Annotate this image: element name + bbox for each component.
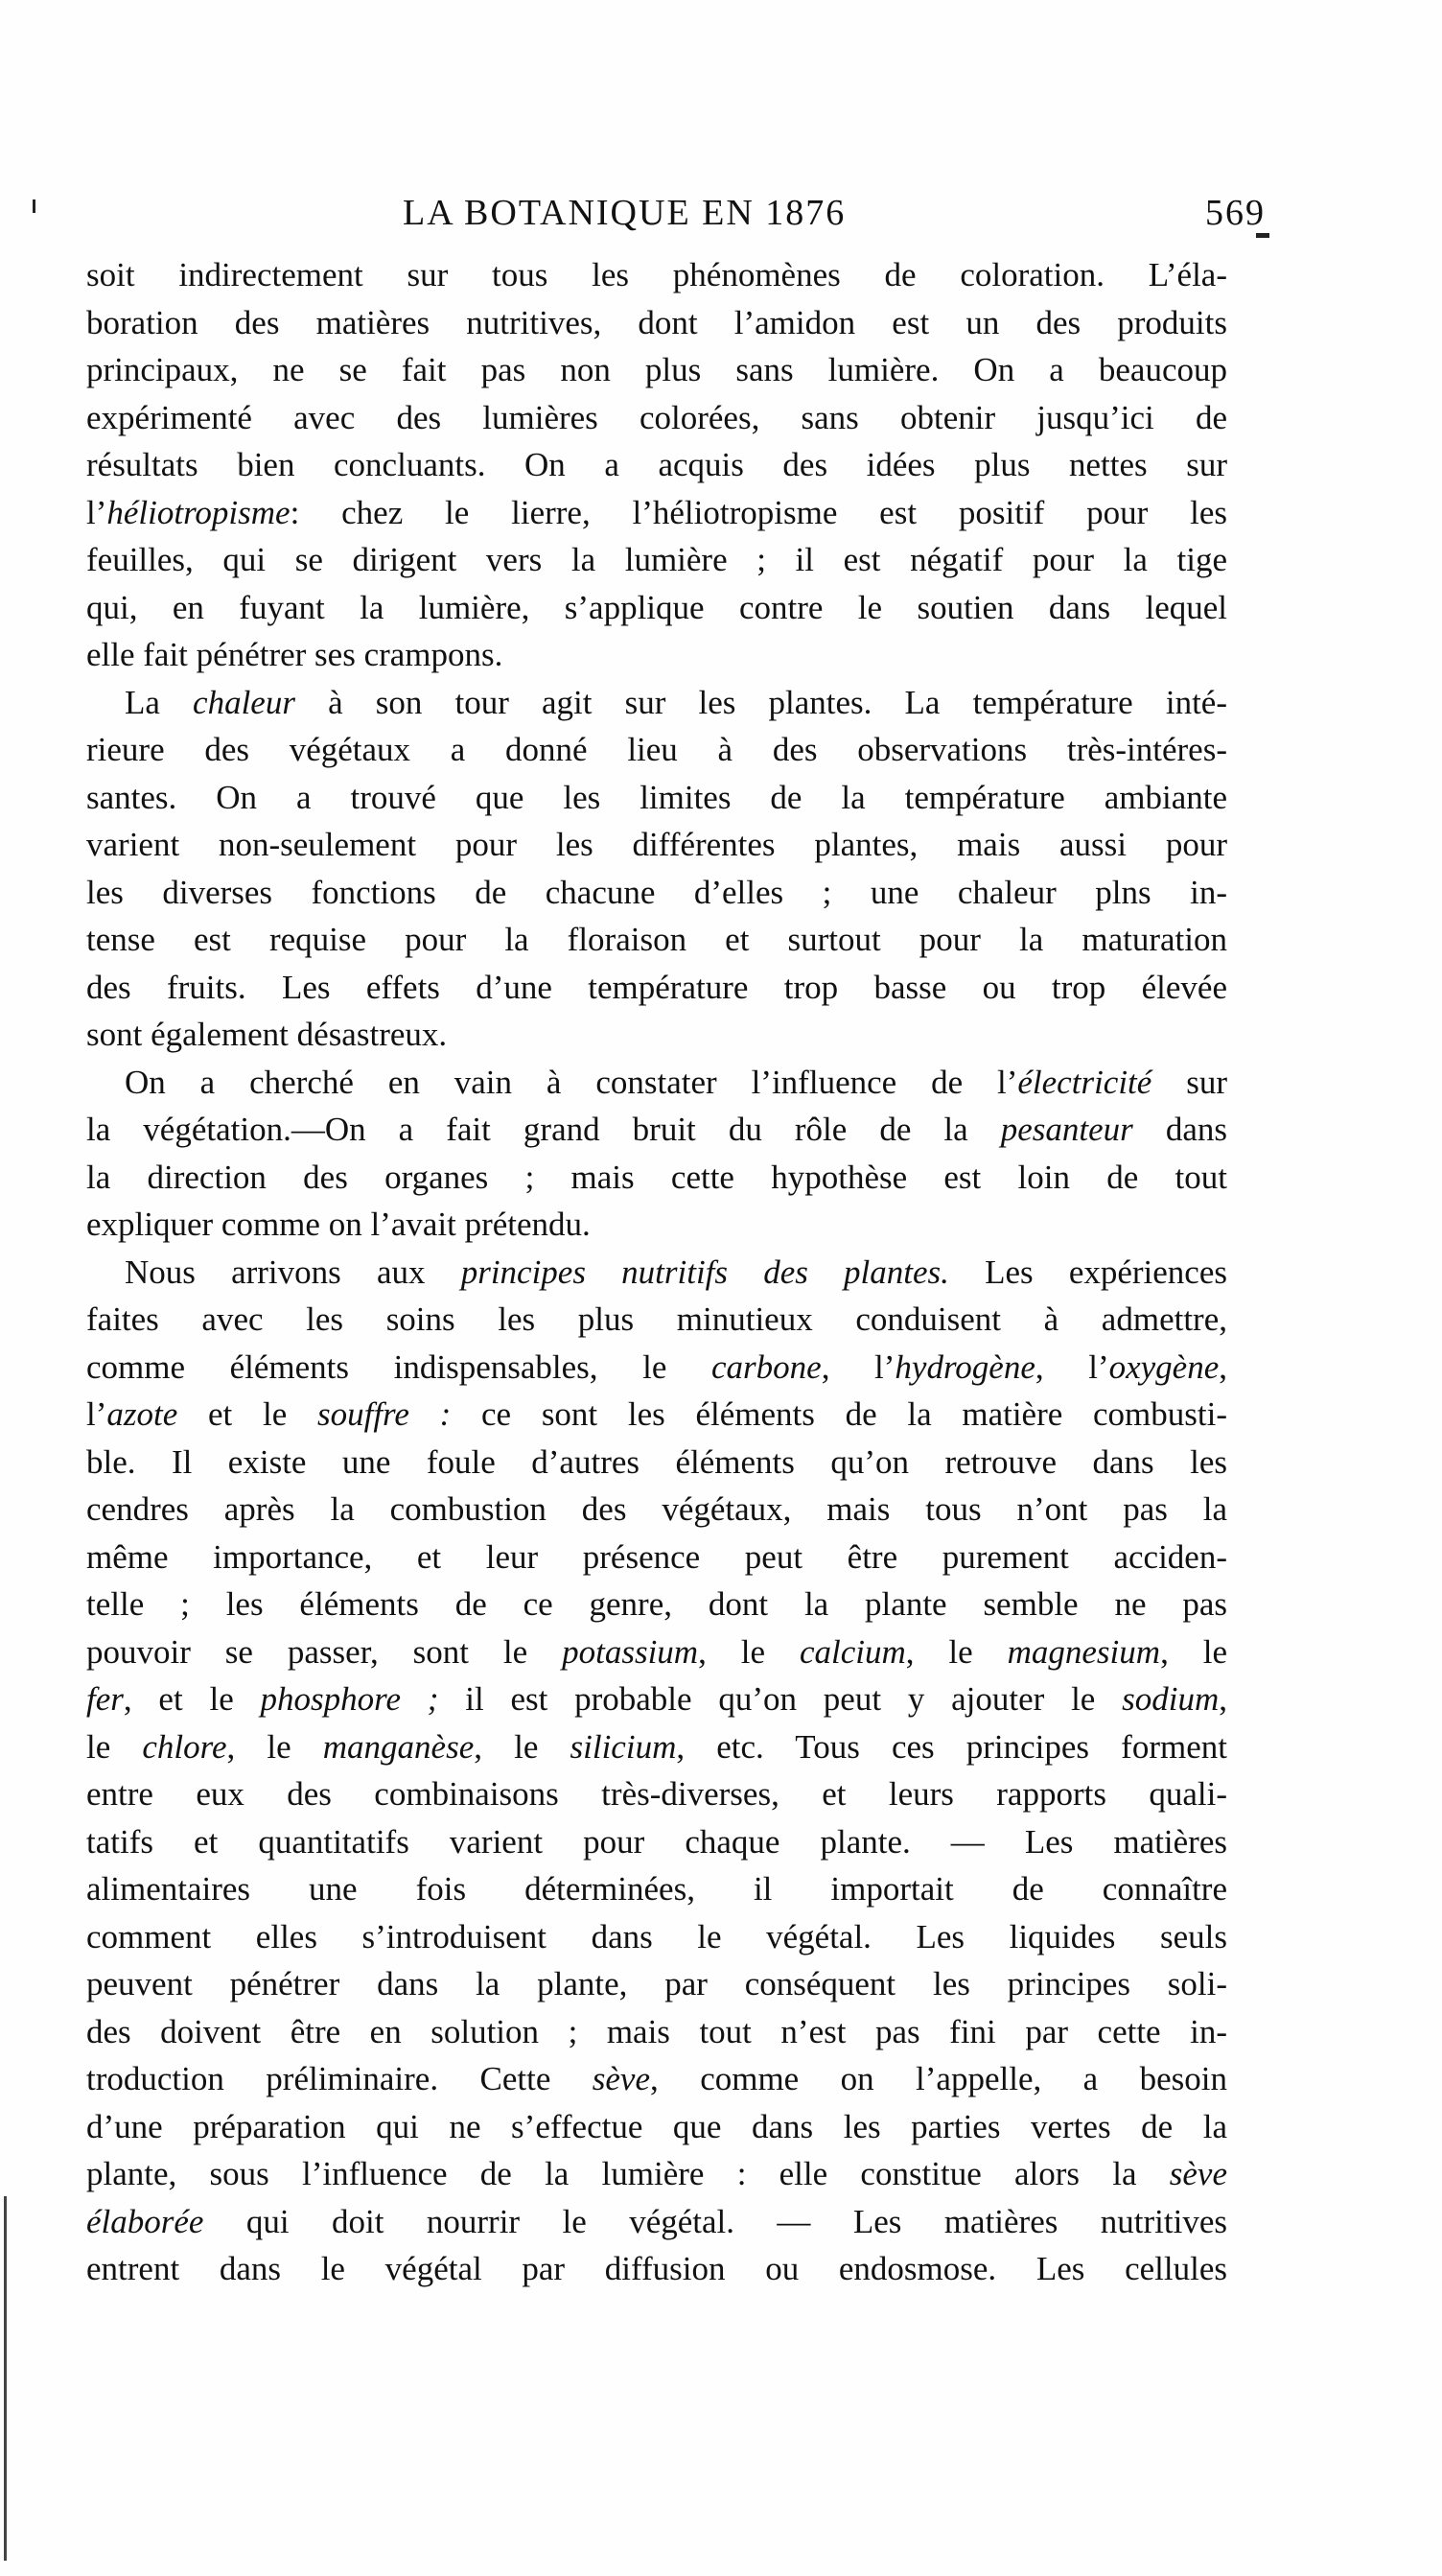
text-segment: , comme on l’appelle, a besoin bbox=[650, 2060, 1227, 2097]
text-segment: , le bbox=[1160, 1632, 1227, 1671]
text-segment: , l’ bbox=[1035, 1347, 1109, 1386]
text-segment: dans bbox=[1132, 1111, 1227, 1148]
body-text bbox=[86, 251, 1227, 2293]
text-line bbox=[86, 1486, 1227, 1534]
text-segment: varient non-seulement pour les différentes plantes, mais aussi pour bbox=[86, 826, 1227, 863]
text-segment: soit indirectement sur tous les phénomènes de coloration. L’éla- bbox=[86, 256, 1227, 293]
text-segment: le bbox=[86, 1727, 143, 1766]
italic-term: principes nutritifs des plantes. bbox=[460, 1253, 949, 1291]
text-segment: La bbox=[125, 683, 194, 721]
text-line bbox=[86, 346, 1227, 394]
text-line bbox=[86, 2150, 1227, 2198]
text-line bbox=[86, 251, 1227, 299]
text-segment: santes. On a trouvé que les limites de la température ambiante bbox=[86, 778, 1227, 816]
text-line bbox=[86, 1439, 1227, 1487]
italic-term: pesanteur bbox=[1000, 1111, 1133, 1148]
text-line bbox=[86, 1581, 1227, 1628]
italic-term: héliotropisme bbox=[106, 493, 291, 531]
text-line bbox=[86, 299, 1227, 347]
text-line bbox=[86, 631, 1227, 679]
text-segment: comment elles s’introduisent dans le végétal. Les liquides seuls bbox=[86, 1917, 1227, 1955]
text-line bbox=[86, 441, 1227, 489]
text-segment: les diverses fonctions de chacune d’elles ; une chaleur plns in- bbox=[86, 873, 1227, 911]
italic-term: sève bbox=[1169, 2155, 1227, 2192]
text-segment: l’ bbox=[86, 1395, 107, 1433]
text-segment: telle ; les éléments de ce genre, dont la plante semble ne pas bbox=[86, 1585, 1227, 1623]
text-line bbox=[86, 2245, 1227, 2293]
text-segment: faites avec les soins les plus minutieux conduisent à admettre, bbox=[86, 1300, 1227, 1338]
text-segment: même importance, et leur présence peut être purement acciden- bbox=[86, 1537, 1227, 1576]
text-line bbox=[86, 1296, 1227, 1344]
text-segment: troduction préliminaire. Cette bbox=[86, 2060, 593, 2097]
text-segment: tense est requise pour la floraison et surtout pour la maturation bbox=[86, 921, 1227, 958]
text-line bbox=[86, 1534, 1227, 1581]
text-line bbox=[86, 489, 1227, 537]
text-line bbox=[86, 1106, 1227, 1154]
italic-term: phosphore ; bbox=[260, 1680, 439, 1718]
text-line bbox=[86, 394, 1227, 442]
text-line bbox=[86, 584, 1227, 632]
text-line bbox=[86, 1865, 1227, 1913]
text-segment: qui doit nourrir le végétal. — Les matières nutritives bbox=[203, 2202, 1227, 2240]
text-segment: entrent dans le végétal par diffusion ou endosmose. Les cellules bbox=[86, 2250, 1227, 2287]
text-line bbox=[86, 916, 1227, 964]
text-segment: Nous arrivons aux bbox=[125, 1253, 461, 1291]
text-segment: , et le bbox=[123, 1680, 261, 1718]
running-title: LA BOTANIQUE EN 1876 bbox=[403, 193, 847, 233]
text-segment: rieure des végétaux a donné lieu à des observations très-intéres- bbox=[86, 731, 1227, 768]
text-segment: , le bbox=[226, 1727, 323, 1766]
text-segment: résultats bien concluants. On a acquis des idées plus nettes sur bbox=[86, 446, 1227, 483]
text-segment: pouvoir se passer, sont le bbox=[86, 1632, 563, 1671]
text-segment: principaux, ne se fait pas non plus sans lumière. On a beaucoup bbox=[86, 351, 1227, 388]
text-segment: , bbox=[1219, 1347, 1227, 1386]
margin-scan-dash bbox=[1256, 233, 1269, 238]
text-segment: , le bbox=[474, 1727, 570, 1766]
text-line bbox=[86, 2103, 1227, 2151]
text-segment: On a cherché en vain à constater l’influence de l’ bbox=[125, 1063, 1018, 1101]
italic-term: fer bbox=[86, 1680, 124, 1718]
text-line bbox=[86, 536, 1227, 584]
italic-term: chaleur bbox=[193, 683, 295, 721]
text-segment: , l’ bbox=[821, 1347, 895, 1386]
text-line bbox=[86, 1818, 1227, 1866]
text-line bbox=[86, 1011, 1227, 1059]
italic-term: silicium bbox=[570, 1727, 677, 1766]
text-line bbox=[86, 1059, 1227, 1107]
italic-term: électricité bbox=[1017, 1063, 1152, 1101]
italic-term: chlore bbox=[142, 1727, 227, 1766]
text-line bbox=[86, 679, 1227, 727]
text-segment: sur bbox=[1151, 1063, 1227, 1101]
italic-term: sodium bbox=[1122, 1680, 1220, 1718]
text-segment: tatifs et quantitatifs varient pour chaque plante. — Les matières bbox=[86, 1822, 1227, 1861]
italic-term: souffre : bbox=[316, 1395, 452, 1433]
text-segment: : chez le lierre, l’héliotropisme est positif pour les bbox=[290, 493, 1227, 531]
text-line bbox=[86, 1391, 1227, 1439]
text-segment: boration des matières nutritives, dont l’amidon est un des produits bbox=[86, 303, 1227, 341]
text-line bbox=[86, 1960, 1227, 2008]
text-segment: , bbox=[1219, 1680, 1227, 1718]
text-line bbox=[86, 1675, 1227, 1723]
text-line bbox=[86, 1201, 1227, 1249]
italic-term: carbone bbox=[710, 1347, 822, 1386]
text-segment: ble. Il existe une foule d’autres éléments qu’on retrouve dans les bbox=[86, 1442, 1227, 1481]
text-line bbox=[86, 1154, 1227, 1202]
italic-term: potassium bbox=[562, 1632, 699, 1671]
text-line bbox=[86, 1249, 1227, 1297]
text-segment: plante, sous l’influence de la lumière : elle constitue alors la bbox=[86, 2155, 1170, 2192]
text-line bbox=[86, 1913, 1227, 1961]
text-segment: , le bbox=[698, 1632, 800, 1671]
text-segment: il est probable qu’on peut y ajouter le bbox=[438, 1680, 1123, 1718]
text-line bbox=[86, 1628, 1227, 1676]
text-segment: feuilles, qui se dirigent vers la lumière ; il est négatif pour la tige bbox=[86, 541, 1227, 578]
text-line bbox=[86, 774, 1227, 822]
text-segment: entre eux des combinaisons très-diverses, et leurs rapports quali- bbox=[86, 1775, 1227, 1813]
italic-term: élaborée bbox=[86, 2202, 204, 2240]
italic-term: hydrogène bbox=[895, 1347, 1035, 1386]
text-segment: d’une préparation qui ne s’effectue que dans les parties vertes de la bbox=[86, 2107, 1227, 2145]
text-segment: qui, en fuyant la lumière, s’applique contre le soutien dans lequel bbox=[86, 588, 1227, 626]
text-segment: comme éléments indispensables, le bbox=[86, 1347, 711, 1386]
text-segment: cendres après la combustion des végétaux, mais tous n’ont pas la bbox=[86, 1490, 1227, 1528]
text-line bbox=[86, 726, 1227, 774]
text-segment: , le bbox=[905, 1632, 1008, 1671]
page-number: 569 bbox=[1205, 193, 1266, 233]
text-line bbox=[86, 2055, 1227, 2103]
text-line bbox=[86, 821, 1227, 869]
text-segment: la direction des organes ; mais cette hypothèse est loin de tout bbox=[86, 1158, 1227, 1196]
text-line bbox=[86, 1723, 1227, 1771]
text-segment: sont également désastreux. bbox=[86, 1016, 448, 1053]
text-segment: l’ bbox=[86, 493, 107, 531]
italic-term: oxygène bbox=[1108, 1347, 1220, 1386]
text-segment: Les expériences bbox=[948, 1253, 1227, 1291]
text-segment: peuvent pénétrer dans la plante, par conséquent les principes soli- bbox=[86, 1965, 1227, 2002]
italic-term: magnesium bbox=[1007, 1632, 1161, 1671]
italic-term: sève bbox=[592, 2060, 651, 2097]
text-line bbox=[86, 1770, 1227, 1818]
text-line bbox=[86, 2198, 1227, 2246]
text-segment: ce sont les éléments de la matière combusti- bbox=[451, 1395, 1227, 1433]
running-head bbox=[403, 192, 1266, 249]
text-segment: expliquer comme on l’avait prétendu. bbox=[86, 1206, 591, 1243]
text-line bbox=[86, 1344, 1227, 1392]
text-segment: elle fait pénétrer ses crampons. bbox=[86, 636, 503, 673]
text-segment: et le bbox=[177, 1395, 317, 1433]
text-segment: la végétation.—On a fait grand bruit du rôle de la bbox=[86, 1111, 1001, 1148]
text-segment: des doivent être en solution ; mais tout n’est pas fini par cette in- bbox=[86, 2012, 1227, 2050]
text-line bbox=[86, 964, 1227, 1012]
margin-scan-mark bbox=[4, 2196, 7, 2561]
italic-term: calcium bbox=[799, 1632, 906, 1671]
italic-term: azote bbox=[106, 1395, 178, 1433]
text-segment: expérimenté avec des lumières colorées, sans obtenir jusqu’ici de bbox=[86, 398, 1227, 436]
text-segment: des fruits. Les effets d’une température trop basse ou trop élevée bbox=[86, 968, 1227, 1006]
text-line bbox=[86, 2008, 1227, 2056]
text-line bbox=[86, 869, 1227, 917]
text-segment: alimentaires une fois déterminées, il importait de connaître bbox=[86, 1870, 1227, 1908]
text-segment: à son tour agit sur les plantes. La température inté- bbox=[294, 683, 1227, 721]
text-segment: , etc. Tous ces principes forment bbox=[676, 1727, 1227, 1766]
margin-scan-dot bbox=[33, 199, 35, 213]
italic-term: manganèse bbox=[322, 1727, 475, 1766]
